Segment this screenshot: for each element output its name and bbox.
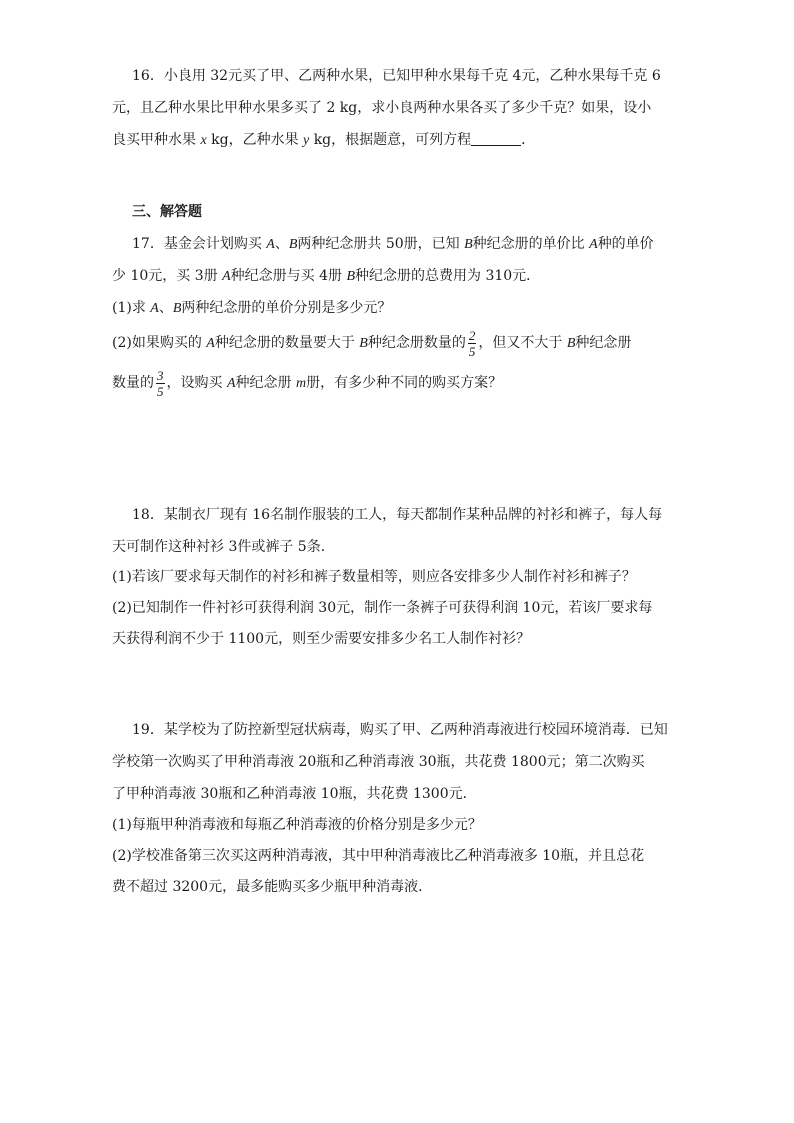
var-B: B: [566, 336, 576, 351]
q19-line-1: 19．某学校为了防控新型冠状病毒，购买了甲、乙两种消毒液进行校园环境消毒．已知: [132, 722, 668, 738]
q17-text: 数量的: [112, 375, 154, 391]
fraction-denominator: 5: [157, 383, 164, 399]
q17-text: 册，有多少种不同的购买方案？: [306, 375, 503, 391]
var-A: A: [266, 237, 275, 252]
q19-part-2-cont: 费不超过 3200元，最多能购买多少瓶甲种消毒液．: [112, 879, 433, 895]
fraction-two-fifths: [468, 329, 477, 358]
q18-part-1: (1)若该厂要求每天制作的衬衫和裤子数量相等，则应各安排多少人制作衬衫和裤子？: [112, 569, 636, 585]
q19-line-3: 了甲种消毒液 30瓶和乙种消毒液 10瓶，共花费 1300元．: [112, 786, 477, 802]
q16-text: 良买甲种水果: [112, 132, 201, 148]
q16-line-1: 16．小良用 32元买了甲、乙两种水果，已知甲种水果每千克 4元，乙种水果每千克 6: [132, 68, 661, 84]
q17-text: 种纪念册与买 4册: [230, 268, 347, 284]
q17-text: 种纪念册: [235, 375, 296, 391]
q17-text: 种纪念册: [575, 335, 632, 351]
fraction-numerator: 2: [468, 327, 476, 343]
q17-text: (2)如果购买的: [112, 335, 207, 351]
answer-blank[interactable]: [471, 131, 521, 146]
fraction-denominator: 5: [468, 343, 476, 359]
q18-line-1: 18．某制衣厂现有 16名制作服装的工人，每天都制作某种品牌的衬衫和裤子，每人每: [132, 507, 663, 523]
q17-text: 种纪念册数量的: [367, 335, 466, 351]
q18-part-2-cont: 天获得利润不少于 1100元，则至少需要安排多少名工人制作衬衫？: [112, 631, 531, 647]
q17-text: ，设购买: [166, 375, 227, 391]
section-heading: 三、解答题: [132, 204, 202, 220]
q16-text: kg，根据题意，可列方程: [309, 132, 472, 148]
var-A: A: [150, 301, 159, 316]
q17-text: 种纪念册的数量要大于: [214, 335, 360, 351]
var-x: x: [200, 133, 207, 148]
q17-text: 、: [274, 236, 289, 252]
q17-line-1: [132, 234, 654, 255]
var-A: A: [206, 336, 215, 351]
var-m: m: [295, 376, 307, 391]
q17-text: 17．基金会计划购买: [132, 236, 267, 252]
var-B: B: [172, 301, 182, 316]
q17-text: (1)求: [112, 300, 151, 316]
q19-line-2: 学校第一次购买了甲种消毒液 20瓶和乙种消毒液 30瓶，共花费 1800元；第二次购买: [112, 754, 645, 770]
q18-part-2: (2)已知制作一件衬衫可获得利润 30元，制作一条裤子可获得利润 10元，若该厂要求每: [112, 600, 653, 616]
var-B: B: [288, 237, 298, 252]
var-A: A: [222, 269, 231, 284]
var-y: y: [303, 133, 310, 148]
q17-text: 、: [158, 300, 173, 316]
var-B: B: [346, 269, 356, 284]
var-A: A: [589, 237, 598, 252]
fraction-numerator: 3: [157, 367, 164, 383]
q17-text: 种纪念册的总费用为 310元．: [355, 268, 541, 284]
var-A: A: [226, 376, 236, 391]
var-B: B: [359, 336, 368, 351]
fraction-three-fifths: [156, 369, 165, 398]
q19-part-2: (2)学校准备第三次买这两种消毒液，其中甲种消毒液比乙种消毒液多 10瓶，并且总花: [112, 848, 645, 864]
q17-line-2: [112, 266, 540, 287]
q17-text: ，但又不大于: [478, 335, 567, 351]
q17-part-2-cont: [112, 368, 502, 399]
q16-line-2: 元，且乙种水果比甲种水果多买了 2 kg，求小良两种水果各买了多少千克？如果，设小: [112, 100, 652, 116]
var-B: B: [464, 237, 473, 252]
q17-text: 种的单价: [597, 236, 654, 252]
q17-part-2: [112, 328, 631, 359]
q19-part-1: (1)每瓶甲种消毒液和每瓶乙种消毒液的价格分别是多少元？: [112, 817, 482, 833]
q17-part-1: [112, 298, 391, 319]
q16-line-3: [112, 130, 535, 151]
q18-line-2: 天可制作这种衬衫 3件或裤子 5条．: [112, 539, 335, 555]
q17-text: 两种纪念册的单价分别是多少元？: [181, 300, 392, 316]
q17-text: 两种纪念册共 50册，已知: [297, 236, 465, 252]
q17-text: 种纪念册的单价比: [472, 236, 590, 252]
q16-text: kg，乙种水果: [206, 132, 304, 148]
q16-text: ．: [521, 132, 536, 148]
q17-text: 少 10元，买 3册: [112, 268, 223, 284]
